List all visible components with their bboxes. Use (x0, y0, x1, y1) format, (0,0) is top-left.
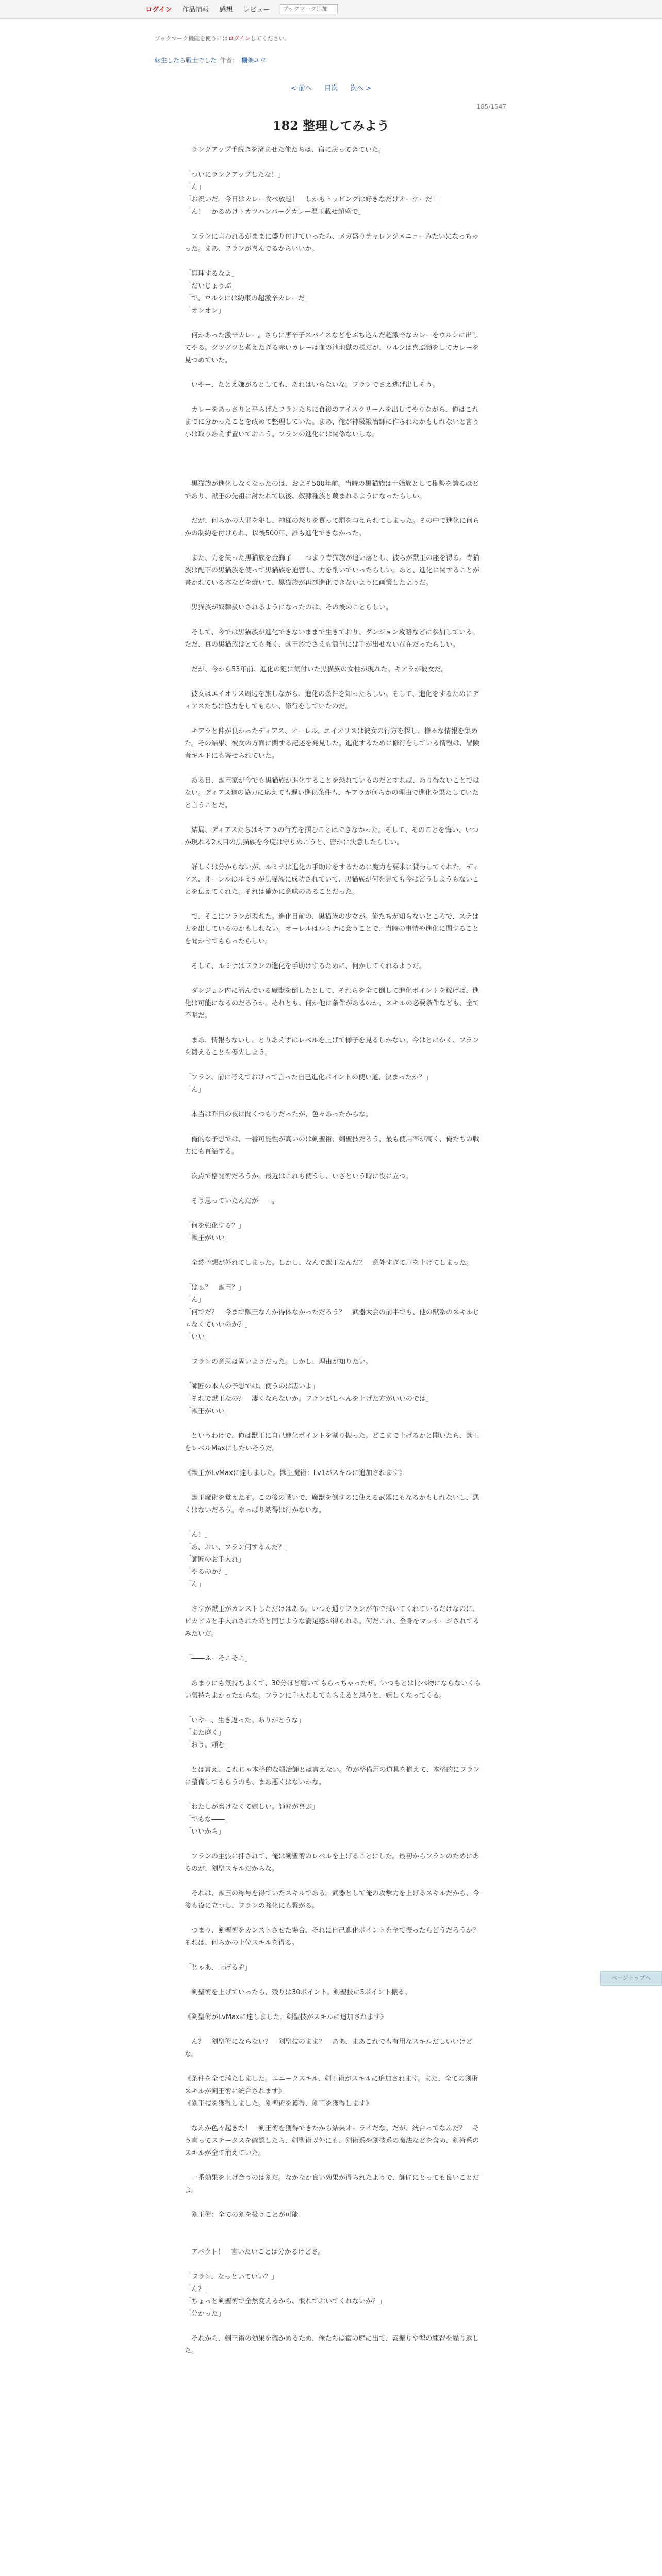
novel-paragraph: 一番効果を上げ合うのは剣だ。なかなか良い効果が得られたようで、師匠にとっても良いことだよ。 (185, 2174, 479, 2194)
novel-paragraph: 「分かった」 (185, 2310, 225, 2318)
novel-paragraph (185, 2110, 484, 2123)
novel-paragraph: 「はぁ？ 獣王？」 (185, 1284, 245, 1292)
novel-paragraph (185, 2061, 484, 2073)
novel-paragraph: 「――ふーそこそこ」 (185, 1655, 252, 1663)
novel-paragraph: 何かあった激辛カレー。さらに唐辛子スパイスなどをぶち込んだ超激辛なカレーをウルシに出してやる。グツグツと煮えたぎる赤いカレーは血の池地獄の様だが、ウルシは喜ぶ顔をしてカレーを見つめていた。 (185, 332, 479, 364)
novel-paragraph: ある日、獣王家が今でも黒猫族が進化することを恐れているのだとすれば、あり得ないことではない。ディアス達の協力に応えても遅い進化条件も、キアラが何らかの理由で進化を果たしていたと言うことだ。 (185, 777, 480, 809)
account-notice-login-link[interactable]: ログイン (228, 35, 251, 42)
novel-paragraph (185, 540, 484, 552)
pager-top (0, 82, 662, 92)
novel-paragraph (185, 1022, 484, 1035)
novel-paragraph: 「わたしが磨けなくて嬉しい。師匠が喜ぶ」 (185, 1803, 319, 1811)
novel-paragraph (185, 1665, 484, 1677)
novel-body (185, 144, 484, 2358)
novel-paragraph (185, 1640, 484, 1653)
novel-paragraph: ダンジョン内に潜んでいる魔獣を倒したとして、それらを全て倒して進化ポイントを稼げば、進化は可能になるのだろうか。それとも、何か他に条件があるのか。スキルの必要条件なども、全て不明だ。 (185, 987, 479, 1020)
novel-paragraph: それから、剣王術の効果を確かめるため、俺たちは宿の庭に出て、素振りや型の練習を繰り返した。 (185, 2335, 479, 2355)
novel-paragraph: 「いいから」 (185, 1828, 225, 1836)
novel-paragraph: 黒猫族が進化しなくなったのは、およそ500年前。当時の黒猫族は十始族として権勢を誇るほどであり、獣王の先祖に討たれて以後、奴隷種族と蔑まれるようになったらしい。 (185, 480, 479, 500)
novel-paragraph: 「無理するなよ」 (185, 270, 239, 278)
novel-paragraph (185, 1121, 484, 1133)
novel-paragraph: 「あ、おい、フラン何するんだ？」 (185, 1544, 292, 1551)
novel-paragraph: 「また磨く」 (185, 1729, 225, 1737)
novel-paragraph: 「獣王がいい」 (185, 1408, 232, 1415)
novel-paragraph: 「それで獣王なの？ 凄くならないか。フランがしへんを上げた方がいいのでは」 (185, 1395, 433, 1403)
prev-link[interactable]: < 前へ (290, 84, 312, 92)
novel-paragraph: カレーをあっさりと平らげたフランたちに食後のアイスクリームを出してやりながら、俺はこれまでに分かったことを改めて整理していた。まあ、俺が神級鍛冶師に作られたかもしれないと言う小は取りあえず置いておこう。フランの進化には関係ないしな。 (185, 406, 479, 438)
next-link[interactable]: 次へ > (350, 84, 372, 92)
novel-paragraph (185, 503, 484, 515)
novel-paragraph: 剣聖術を上げていったら、残りは30ポイント。剣聖技に5ポイント振る。 (185, 1989, 411, 1996)
novel-paragraph: 「ん」 (185, 1581, 205, 1588)
novel-paragraph: そう思っていたんだが――。 (185, 1197, 279, 1205)
novel-paragraph: 「いやー、生き返った。ありがとうな」 (185, 1717, 305, 1724)
novel-paragraph (185, 392, 484, 404)
novel-paragraph (185, 2024, 484, 2036)
novel-paragraph: 「師匠の本人の予想では、使うのは凄いよ」 (185, 1383, 319, 1391)
novel-paragraph: フランの主張に押されて、俺は剣聖術のレベルを上げることにした。最初からフランのためにあるのが、剣聖スキルだからな。 (185, 1853, 479, 1873)
novel-paragraph: とは言え、これじゃ本格的な鍛冶師とは言えない。俺が整備用の道具を揃えて、本格的にフランに整備してもらうのも、まあ悪くはないかな。 (185, 1766, 480, 1786)
novel-paragraph (185, 1838, 484, 1851)
novel-paragraph: フランに言われるがままに盛り付けていったら、メガ盛りチャレンジメニューみたいになっちゃった。まあ、フランが喜んでるからいいか。 (185, 233, 479, 253)
novel-paragraph: 黒猫族が奴隷扱いされるようになったのは、その後のことらしい。 (185, 604, 393, 612)
bookmark-input[interactable] (280, 4, 338, 14)
novel-paragraph: 「で、ウルシには約束の超激辛カレーだ」 (185, 295, 312, 302)
novel-paragraph: そして、ルミナはフランの進化を手助けするために、何かしてくれるようだ。 (185, 962, 426, 970)
novel-paragraph (185, 849, 484, 861)
novel-paragraph: 「ん！ かるめけトカツハンバーグカレー温玉載せ超盛で」 (185, 208, 365, 216)
novel-paragraph (185, 1875, 484, 1888)
novel-paragraph: 「いい」 (185, 1333, 212, 1341)
impressions-link[interactable]: 感想 (219, 6, 233, 14)
review-link[interactable]: レビュー (243, 6, 270, 14)
novel-paragraph (185, 453, 484, 466)
top-nav (0, 0, 662, 19)
novel-paragraph (185, 1517, 484, 1529)
novel-paragraph (185, 713, 484, 725)
novel-paragraph (185, 2259, 484, 2271)
novel-paragraph: だが、何らかの大罪を犯し、神様の怒りを買って罰を与えられてしまった。その中で進化に何らかの制約を付けられ、以後500年、誰も進化できなかった。 (185, 517, 480, 537)
novel-paragraph: 「ちょっと剣聖術で全然変えるから、慣れておいてくれないか？」 (185, 2298, 386, 2306)
novel-paragraph: 結局、ディアスたちはキアラの行方を掴むことはできなかった。そして、そのことを悔い、いつか現れる2人目の黒猫族を今度は守りぬこうと、密かに決意したらしい。 (185, 826, 479, 846)
novel-paragraph (185, 466, 484, 478)
novel-paragraph: 「おう。頼む」 (185, 1741, 232, 1749)
novel-paragraph: 「フラン、前に考えておけって言った自己進化ポイントの使い道、決まったか？」 (185, 1074, 432, 1081)
author-label: 作者： (220, 57, 239, 64)
novel-paragraph: 「ん」 (185, 1086, 205, 1094)
novel-paragraph (185, 317, 484, 330)
account-notice (155, 34, 290, 42)
novel-paragraph: そして、今では黒猫族が進化できないままで生きており、ダンジョン攻略などに参加している。ただ、真の黒猫族はとても強く、獣王族でさえも簡単には手が出せない存在だったらしい。 (185, 629, 479, 649)
novel-paragraph (185, 256, 484, 268)
novel-paragraph (185, 1752, 484, 1764)
novel-paragraph: アバウト！ 言いたいことは分かるけどさ。 (185, 2248, 325, 2256)
novel-paragraph (185, 2222, 484, 2234)
novel-paragraph: まあ、情報もないし、とりあえずはレベルを上げて様子を見るしかない。今はとにかく、フランを鍛えることを優先しよう。 (185, 1037, 479, 1057)
novel-paragraph: だが、今から53年前、進化の鍵に気付いた黒猫族の女性が現れた。キアラが彼女だ。 (185, 666, 448, 673)
novel-paragraph: 「フラン、なっといていい？」 (185, 2273, 278, 2281)
novel-paragraph: 全然予想が外れてしまった。しかし、なんで獣王なんだ？ 意外すぎて声を上げてしまった。 (185, 1259, 473, 1267)
novel-paragraph: 「じゃあ、上げるぞ」 (185, 1964, 252, 1972)
novel-paragraph (185, 651, 484, 664)
novel-paragraph: 「ん！」 (185, 1531, 212, 1539)
novel-paragraph (185, 973, 484, 985)
page-top-button[interactable]: ページトップへ (600, 1971, 662, 1986)
toc-link[interactable]: 目次 (324, 84, 338, 92)
novel-paragraph (185, 1269, 484, 1282)
novel-paragraph: ランクアップ手続きを済ませた俺たちは、宿に戻ってきていた。 (185, 146, 385, 154)
novel-paragraph (185, 2234, 484, 2246)
novel-paragraph (185, 1702, 484, 1715)
novel-paragraph: 「ん」 (185, 183, 205, 191)
novel-paragraph (185, 1789, 484, 1801)
novel-paragraph: 「だいじょうぶ」 (185, 282, 239, 290)
novel-paragraph: あまりにも気持ちよくて、30分ほど磨いてもらっちゃったぜ。いつもとは比べ物にならないくらい気持ちよかったからな。フランに手入れしてもらえると思うと、嬉しくなってくる。 (185, 1680, 481, 1700)
novel-paragraph: 本当は昨日の夜に聞くつもりだったが、色々あったからな。 (185, 1111, 372, 1118)
novel-paragraph: フランの意思は固いようだった。しかし、理由が知りたい。 (185, 1358, 373, 1366)
novel-paragraph (185, 1455, 484, 1467)
novel-paragraph: それは、獣王の称号を得ていたスキルである。武器として俺の攻撃力を上げるスキルだから、今後も役に立つし、フランの強化にも繋がる。 (185, 1890, 479, 1910)
novel-paragraph (185, 614, 484, 626)
novel-paragraph (185, 1418, 484, 1430)
novel-paragraph (185, 157, 484, 169)
novel-paragraph (185, 441, 484, 453)
novel-paragraph (185, 1999, 484, 2011)
chapter-title: 182 整理してみよう (272, 118, 390, 133)
novel-paragraph: 俺的な予想では、一番可能性が高いのは剣聖術、剣聖技だろう。最も使用率が高く、俺たちの戦力にも直結する。 (185, 1136, 479, 1156)
novel-paragraph (185, 1974, 484, 1987)
novel-paragraph (185, 1059, 484, 1072)
novel-paragraph: 《獣王がLvMaxに達しました。獣王魔術：Lv1がスキルに追加されます》 (185, 1469, 406, 1477)
novel-paragraph (185, 1950, 484, 1962)
novel-paragraph (185, 1344, 484, 1356)
novel-paragraph (185, 1480, 484, 1492)
novel-paragraph: 次点で格闘術だろうか。最近はこれも使うし、いざという時に役に立つ。 (185, 1173, 412, 1180)
novel-paragraph: 《剣王技を獲得しました。剣聖術を獲得、剣王を獲得します》 (185, 2100, 373, 2108)
novel-paragraph (185, 762, 484, 775)
novel-paragraph: 彼女はエイオリス周辺を旅しながら、進化の条件を知ったらしい。そして、進化をするためにディアスたちに協力をしてもらい、修行をしていたのだ。 (185, 690, 479, 710)
author-link[interactable]: 棚架ユウ (241, 57, 267, 64)
novel-paragraph (185, 589, 484, 602)
novel-paragraph: 「オンオン」 (185, 307, 225, 315)
novel-paragraph (185, 948, 484, 960)
series-title-link[interactable]: 転生したら戦士でした (155, 57, 217, 64)
novel-paragraph: キアラと仲が良かったディアス、オーレル、エイオリスは彼女の行方を探し、様々な情報を集めた。その結果、彼女の方面に関する記述を発見した。進化するために修行をしている情報は、冒険者ギルドにも寄せられていた。 (185, 727, 480, 760)
novel-paragraph: 剣王術：全ての剣を扱うことが可能 (185, 2211, 299, 2219)
novel-paragraph: 「ん？」 (185, 2285, 212, 2293)
novel-paragraph (185, 2160, 484, 2172)
novel-paragraph (185, 367, 484, 379)
account-notice-before: ブックマーク機能を使うには (155, 35, 228, 42)
novel-paragraph: 詳しくは分からないが、ルミナは進化の手助けをするために魔力を要求に貸与してくれた。ディアス、オーレルはルミナが黒猫族に成功されていて、黒猫族が何を見ても今はどうしようもないことを伝えてくれた。それは確かに意味のあることだった。 (185, 863, 479, 896)
novel-paragraph: 「お祝いだ。今日はカレー食べ放題！ しかもトッピングは好きなだけオーケーだ！」 (185, 196, 446, 204)
novel-paragraph: 「師匠のお手入れ」 (185, 1556, 245, 1564)
novel-paragraph: で、そこにフランが現れた。進化目前の、黒猫族の少女が。俺たちが知らないところで、ステは力を出しているのかもしれない。オーレルはルミナに会うことで、当時の事情や進化に関することを聞かせてもらったらしい。 (185, 913, 479, 945)
novel-paragraph: いやー、たとえ嫌がるとしても、あれはいらないな。フランでさえ逃げ出しそう。 (185, 381, 439, 389)
novel-paragraph: なんか色々起きた！ 剣王術を獲得できたから結果オーライだな。だが、統合ってなんだ？ そう言ってステータスを確認したら、剣聖術以外にも、剣術系や剣技系の魔法などを含め、剣術系のスキルが全て消えていた。 (185, 2125, 479, 2157)
novel-paragraph (185, 1245, 484, 1257)
novel-paragraph: 「獣王がいい」 (185, 1234, 232, 1242)
novel-paragraph (185, 1158, 484, 1171)
novel-paragraph (185, 676, 484, 688)
novel-paragraph (185, 899, 484, 911)
novel-paragraph: 「やるのか？」 (185, 1568, 232, 1576)
novel-paragraph: 《剣聖術がLvMaxに達しました。剣聖技がスキルに追加されます》 (185, 2013, 387, 2021)
novel-paragraph (185, 2320, 484, 2333)
novel-paragraph: 「何でだ？ 今まで獣王なんか得体なかっただろう？ 武器大会の前半でも、他の獣系のスキルじゃなくていいのか？」 (185, 1309, 479, 1329)
novel-paragraph (185, 812, 484, 824)
novel-paragraph: ん？ 剣聖術にならない？ 剣聖技のまま？ ああ、まあこれでも有用なスキルだしいいけどな。 (185, 2038, 473, 2058)
account-notice-after: してください。 (250, 35, 290, 42)
series-info (155, 56, 266, 64)
novel-paragraph (185, 1591, 484, 1603)
novel-paragraph (185, 1183, 484, 1195)
novel-paragraph: 「何を強化する？」 (185, 1222, 245, 1230)
novel-paragraph (185, 1096, 484, 1109)
novel-paragraph: 「でもな――」 (185, 1816, 232, 1823)
novel-paragraph (185, 218, 484, 231)
novel-paragraph: 獣王魔術を覚えたぞ。この後の戦いで、魔獣を倒すのに使える武器にもなるかもしれないし、悪くはないだろう。やっぱり納得は行かないな。 (185, 1494, 479, 1514)
novel-paragraph: また、力を失った黒猫族を金獅子――つまり青猫族が追い落とし、彼らが獣王の座を得る。青猫族は配下の黒猫族を使って黒猫族を迫害し、力を削いでいったらしい。あと、進化に関することが書かれている本などを焼いて、黒猫族が再び進化できないように画策したようだ。 (185, 554, 480, 587)
novel-paragraph: というわけで、俺は獣王に自己進化ポイントを割り振った。どこまで上げるかと聞いたら、獣王をレベルMaxにしたいそうだ。 (185, 1432, 479, 1452)
novel-paragraph (185, 1912, 484, 1925)
novel-paragraph: さすが獣王がカンストしただけはある。いつも通りフランが布で拭いてくれているだけなのに、ピカピカと手入れされた時と同じような満足感が得られる。何だこれ、全身をマッサージされてるみたいだ。 (185, 1605, 480, 1638)
novel-paragraph (185, 1368, 484, 1381)
novel-paragraph: 《条件を全て満たしました。ユニークスキル、剣王術がスキルに追加されます。また、全ての剣術スキルが剣王術に統合されます》 (185, 2075, 478, 2095)
novel-paragraph (185, 2197, 484, 2209)
novel-paragraph (185, 1208, 484, 1220)
works-info-link[interactable]: 作品情報 (182, 6, 209, 14)
novel-paragraph: つまり、剣聖術をカンストさせた場合、それに自己進化ポイントを全て振ったらどうだろうか？ それは、何らかの上位スキルを得る。 (185, 1927, 486, 1947)
login-link[interactable]: ログイン (145, 6, 172, 14)
novel-paragraph: 「ついにランクアップしたな！」 (185, 171, 285, 179)
page-number: 185/1547 (476, 103, 506, 110)
novel-paragraph: 「ん」 (185, 1296, 205, 1304)
